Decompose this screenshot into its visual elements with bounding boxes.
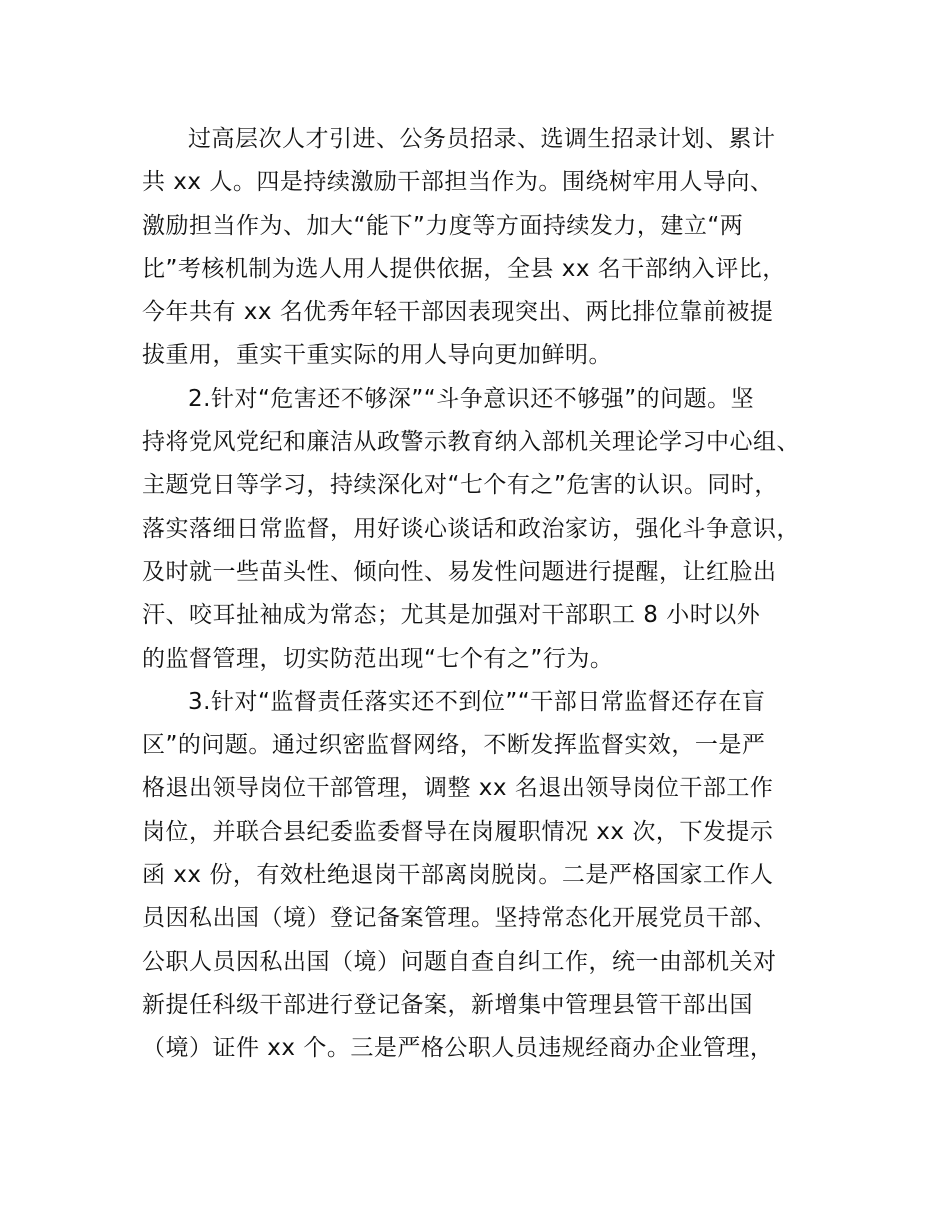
paragraph-line: 及时就一些苗头性、倾向性、易发性问题进行提醒，让红脸出 xyxy=(142,558,777,585)
paragraph-line: 过高层次人才引进、公务员招录、选调生招录计划、累计 xyxy=(188,126,776,152)
paragraph-line: 持将党风党纪和廉洁从政警示教育纳入部机关理论学习中心组、 xyxy=(142,429,800,456)
paragraph-line: 公职人员因私出国（境）问题自查自纠工作，统一由部机关对 xyxy=(142,948,777,975)
paragraph-line: 格退出领导岗位干部管理，调整 xx 名退出领导岗位干部工作 xyxy=(142,775,774,802)
paragraph-line: （境）证件 xx 个。三是严格公职人员违规经商办企业管理， xyxy=(142,1035,774,1062)
paragraph-line: 比”考核机制为选人用人提供依据，全县 xx 名干部纳入评比， xyxy=(142,255,786,282)
paragraph-line: 今年共有 xx 名优秀年轻干部因表现突出、两比排位靠前被提 xyxy=(142,299,774,326)
paragraph-2 xyxy=(142,378,832,681)
paragraph-line: 拔重用，重实干重实际的用人导向更加鲜明。 xyxy=(142,342,612,369)
paragraph-line: 的监督管理，切实防范出现“七个有之”行为。 xyxy=(142,645,614,672)
paragraph-line: 岗位，并联合县纪委监委督导在岗履职情况 xx 次，下发提示 xyxy=(142,818,774,845)
paragraph-line: 新提任科级干部进行登记备案，新增集中管理县管干部出国 xyxy=(142,991,753,1018)
document-body xyxy=(142,118,832,1071)
paragraph-line: 员因私出国（境）登记备案管理。坚持常态化开展党员干部、 xyxy=(142,905,777,932)
paragraph-line: 3.针对“监督责任落实还不到位”“干部日常监督还存在盲 xyxy=(188,688,766,715)
paragraph-line: 共 xx 人。四是持续激励干部担当作为。围绕树牢用人导向、 xyxy=(142,169,774,196)
paragraph-line: 主题党日等学习，持续深化对“七个有之”危害的认识。同时， xyxy=(142,472,778,499)
paragraph-line: 落实落细日常监督，用好谈心谈话和政治家访，强化斗争意识， xyxy=(142,515,800,542)
paragraph-line: 2.针对“危害还不够深”“斗争意识还不够强”的问题。坚 xyxy=(188,385,755,412)
paragraph-line: 汗、咬耳扯袖成为常态；尤其是加强对干部职工 8 小时以外 xyxy=(142,602,761,629)
paragraph-1 xyxy=(142,118,832,378)
paragraph-line: 激励担当作为、加大“能下”力度等方面持续发力，建立“两 xyxy=(142,212,744,239)
paragraph-3 xyxy=(142,681,832,1071)
paragraph-line: 区”的问题。通过织密监督网络，不断发挥监督实效，一是严 xyxy=(142,732,766,759)
paragraph-line: 函 xx 份，有效杜绝退岗干部离岗脱岗。二是严格国家工作人 xyxy=(142,862,774,889)
